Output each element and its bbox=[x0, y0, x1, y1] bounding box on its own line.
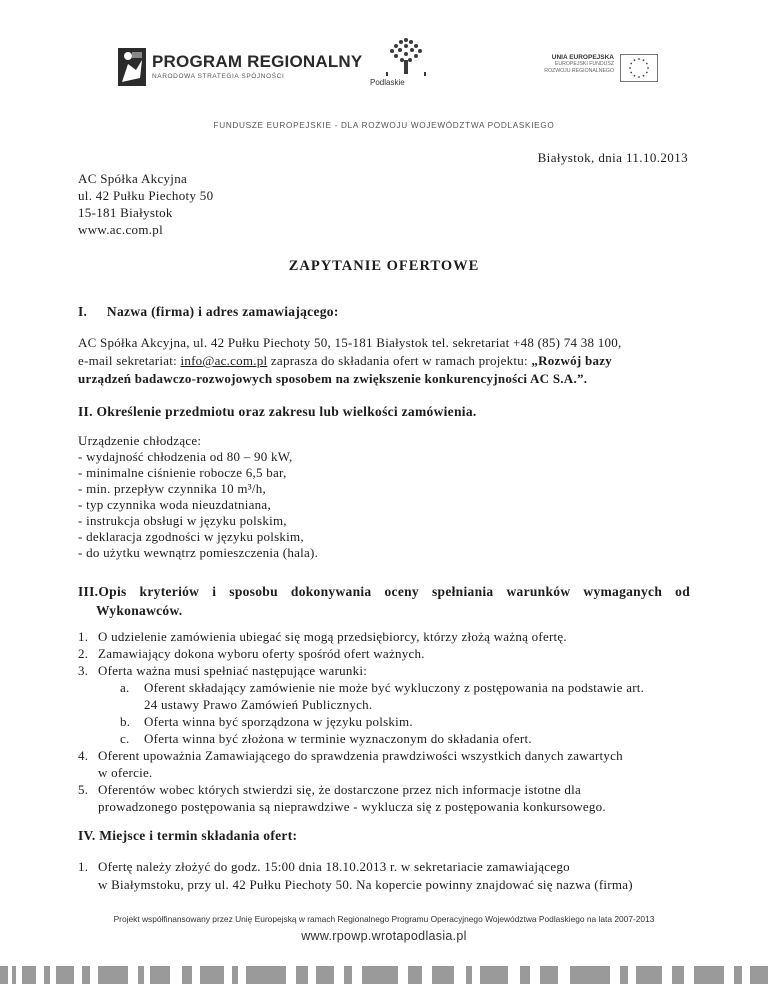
item-number: 2. bbox=[78, 646, 89, 661]
program-regionalny-logo bbox=[118, 48, 363, 92]
list-item bbox=[78, 628, 690, 645]
section-3-list bbox=[78, 628, 690, 815]
list-item: - deklaracja zgodności w języku polskim, bbox=[78, 529, 304, 544]
item-text: w ofercie. bbox=[98, 765, 153, 780]
email-link[interactable]: info@ac.com.pl bbox=[180, 353, 268, 368]
section-1-body bbox=[78, 334, 690, 388]
project-name-end: urządzeń badawczo-rozwojowych sposobem na zwiększenie konkurencyjności AC S.A.”. bbox=[78, 371, 588, 386]
section-4-heading: IV. Miejsce i termin składania ofert: bbox=[78, 828, 298, 843]
eu-line1: EUROPEJSKI FUNDUSZ bbox=[554, 61, 614, 67]
item-number: 4. bbox=[78, 748, 89, 763]
eu-line2: ROZWOJU REGIONALNEGO bbox=[544, 68, 614, 74]
list-intro: Urządzenie chłodzące: bbox=[78, 433, 202, 448]
list-item bbox=[78, 645, 690, 662]
section-2-heading: II. Określenie przedmiotu oraz zakresu lub wielkości zamówienia. bbox=[78, 404, 477, 419]
section-1-title: Nazwa (firma) i adres zamawiającego: bbox=[106, 304, 339, 319]
item-number: 1. bbox=[78, 629, 89, 644]
section-2-list bbox=[78, 433, 678, 561]
list-item bbox=[78, 858, 690, 894]
item-text: Zamawiający dokona wyboru oferty spośród ofert ważnych. bbox=[98, 646, 425, 661]
list-item: - minimalne ciśnienie robocze 6,5 bar, bbox=[78, 465, 287, 480]
list-item: - typ czynnika woda nieuzdatniana, bbox=[78, 497, 271, 512]
region-label: Podlaskie bbox=[370, 78, 405, 87]
list-item: - do użytku wewnątrz pomieszczenia (hala). bbox=[78, 545, 319, 560]
footer-funding-note: Projekt współfinansowany przez Unię Europejską w ramach Regionalnego Programu Operacyjnego Województwa Podlaskiego na lata 2007-2013 bbox=[113, 914, 655, 924]
item-text: w Białymstoku, przy ul. 42 Pułku Piechoty 50. Na kopercie powinny znajdować się nazwa (firma) bbox=[98, 877, 633, 892]
item-number: 3. bbox=[78, 663, 89, 678]
item-text: O udzielenie zamówienia ubiegać się mogą przedsiębiorcy, którzy złożą ważną ofertę. bbox=[98, 629, 567, 644]
sub-item-text: Oferta winna być sporządzona w języku polskim. bbox=[144, 714, 413, 729]
podlaskie-logo bbox=[366, 30, 456, 92]
item-text: Oferent upoważnia Zamawiającego do sprawdzenia prawdziwości wszystkich danych zawartych bbox=[98, 748, 623, 763]
list-item: - min. przepływ czynnika 10 m³/h, bbox=[78, 481, 266, 496]
list-item bbox=[78, 781, 690, 815]
program-logo-icon bbox=[118, 48, 146, 86]
project-name-start: „Rozwój bazy bbox=[531, 353, 612, 368]
section-3-heading-line1: III.Opis kryteriów i sposobu dokonywania oceny spełniania warunków wymaganych od bbox=[78, 584, 690, 599]
list-item bbox=[78, 747, 690, 781]
date-line: Białystok, dnia 11.10.2013 bbox=[537, 150, 688, 165]
funds-line: FUNDUSZE EUROPEJSKIE - DLA ROZWOJU WOJEWÓDZTWA PODLASKIEGO bbox=[213, 121, 555, 130]
footer-website-link[interactable]: www.rpowp.wrotapodlasia.pl bbox=[301, 929, 467, 943]
sub-item bbox=[78, 713, 690, 730]
document-title: ZAPYTANIE OFERTOWE bbox=[288, 258, 480, 274]
website-link[interactable]: www.ac.com.pl bbox=[78, 222, 164, 237]
list-item: - instrukcja obsługi w języku polskim, bbox=[78, 513, 287, 528]
contact-line: AC Spółka Akcyjna, ul. 42 Pułku Piechoty 50, 15-181 Białystok tel. sekretariat +48 (85) 74 38 100, bbox=[78, 335, 622, 350]
eu-logo bbox=[528, 54, 658, 94]
email-label: e-mail sekretariat: bbox=[78, 353, 181, 368]
section-4-list bbox=[78, 858, 690, 894]
project-line bbox=[78, 352, 690, 370]
program-title: PROGRAM REGIONALNY bbox=[152, 52, 363, 71]
address-line: ul. 42 Pułku Piechoty 50 bbox=[78, 188, 214, 203]
sub-item bbox=[78, 730, 690, 747]
section-3-heading bbox=[78, 582, 690, 620]
list-item bbox=[78, 662, 690, 679]
item-number: 5. bbox=[78, 782, 89, 797]
section-3-heading-line2: Wykonawców. bbox=[96, 603, 183, 618]
item-text: prowadzonego postępowania są nieprawdziwe - wyklucza się z postępowania konkursowego. bbox=[98, 799, 606, 814]
list-item: - wydajność chłodzenia od 80 – 90 kW, bbox=[78, 449, 293, 464]
invite-text: zaprasza do składania ofert w ramach projektu: bbox=[267, 353, 532, 368]
sub-item bbox=[78, 679, 690, 713]
section-1-heading bbox=[78, 304, 698, 320]
footer-pattern-bar bbox=[0, 962, 768, 988]
sub-item-text: Oferta winna być złożona w terminie wyznaczonym do składania ofert. bbox=[144, 731, 532, 746]
section-1-number: I. bbox=[78, 304, 88, 319]
address-line: AC Spółka Akcyjna bbox=[78, 171, 188, 186]
eu-flag-icon bbox=[620, 54, 658, 82]
sub-item-text: 24 ustawy Prawo Zamówień Publicznych. bbox=[144, 697, 373, 712]
item-number: 1. bbox=[78, 859, 89, 874]
item-text: Ofertę należy złożyć do godz. 15:00 dnia 18.10.2013 r. w sekretariacie zamawiającego bbox=[98, 859, 570, 874]
sub-item-text: Oferent składający zamówienie nie może być wykluczony z postępowania na podstawie art. bbox=[144, 680, 645, 695]
tree-icon bbox=[366, 30, 446, 78]
sub-item-letter: c. bbox=[120, 731, 130, 746]
sub-item-letter: a. bbox=[120, 680, 130, 695]
sender-address bbox=[78, 170, 213, 238]
item-text: Oferta ważna musi spełniać następujące warunki: bbox=[98, 663, 368, 678]
item-text: Oferentów wobec których stwierdzi się, że dostarczone przez nich informacje istotne dla bbox=[98, 782, 582, 797]
eu-title: UNIA EUROPEJSKA bbox=[551, 54, 614, 61]
program-subtitle: NARODOWA STRATEGIA SPÓJNOŚCI bbox=[152, 73, 285, 80]
sub-item-letter: b. bbox=[120, 714, 131, 729]
address-line: 15-181 Białystok bbox=[78, 205, 173, 220]
